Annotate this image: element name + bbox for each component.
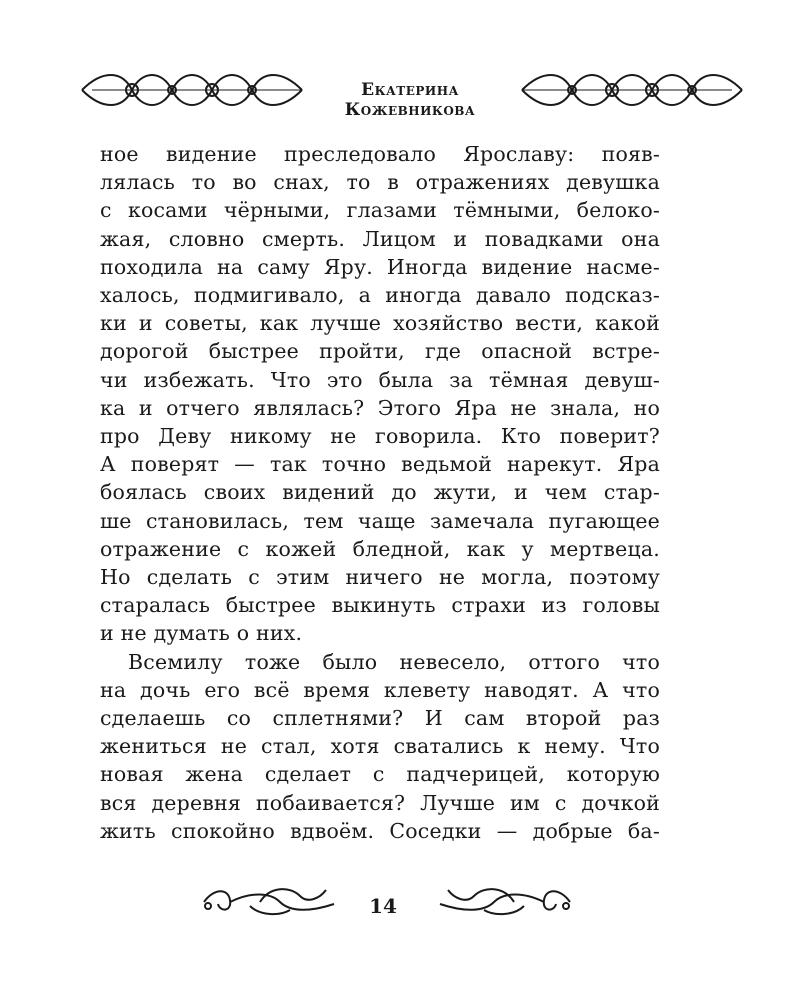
text-line: ки и советы, как лучше хозяйство вести, какой xyxy=(100,311,660,336)
text-line: старалась быстрее выкинуть страхи из головы xyxy=(100,593,660,618)
text-line: дорогой быстрее пройти, где опасной встре- xyxy=(100,339,660,364)
text-line: походила на саму Яру. Иногда видение насме- xyxy=(100,254,660,279)
text-line: и не думать о них. xyxy=(100,621,303,646)
text-line: Но сделать с этим ничего не могла, поэтому xyxy=(100,565,660,590)
text-line: жая, словно смерть. Лицом и повадками она xyxy=(100,226,660,251)
text-line: новая жена сделает с падчерицей, которую xyxy=(100,762,660,787)
text-line: чи избежать. Что это была за тёмная девуш- xyxy=(100,367,660,392)
text-line: халось, подмигивало, а иногда давало подсказ- xyxy=(100,283,660,308)
text-line: жить спокойно вдвоём. Соседки — добрые ба- xyxy=(100,818,660,843)
ornament-right-icon xyxy=(512,66,752,114)
page-body xyxy=(100,140,660,845)
text-line: вся деревня побаивается? Лучше им с дочкой xyxy=(100,790,660,815)
author-name: Екатерина Кожевникова xyxy=(344,80,476,120)
text-line: ка и отчего являлась? Этого Яра не знала, но xyxy=(100,395,660,420)
text-line: ше становилась, тем чаще замечала пугающее xyxy=(100,508,660,533)
text-line: про Деву никому не говорила. Кто поверит? xyxy=(100,424,660,449)
flourish-left-icon xyxy=(200,882,340,922)
text-line: с косами чёрными, глазами тёмными, белоко- xyxy=(100,198,660,223)
running-header xyxy=(60,62,740,122)
flourish-right-icon xyxy=(434,882,574,922)
text-line: на дочь его всё время клевету наводят. А что xyxy=(100,677,660,702)
text-line: ное видение преследовало Ярославу: появ- xyxy=(100,142,660,166)
ornament-left-icon xyxy=(72,66,312,114)
text-line: жениться не стал, хотя сватались к нему. Что xyxy=(100,734,660,759)
text-line: лялась то во снах, то в отражениях девушка xyxy=(100,170,660,195)
text-line: боялась своих видений до жути, и чем стар- xyxy=(100,480,660,505)
text-line: А поверят — так точно ведьмой нарекут. Яра xyxy=(100,452,660,477)
text-line: Всемилу тоже было невесело, оттого что xyxy=(128,649,660,674)
page-number: 14 xyxy=(369,894,397,918)
text-line: сделаешь со сплетнями? И сам второй раз xyxy=(100,706,660,731)
page-footer xyxy=(200,878,600,928)
text-line: отражение с кожей бледной, как у мертвеца. xyxy=(100,536,660,561)
